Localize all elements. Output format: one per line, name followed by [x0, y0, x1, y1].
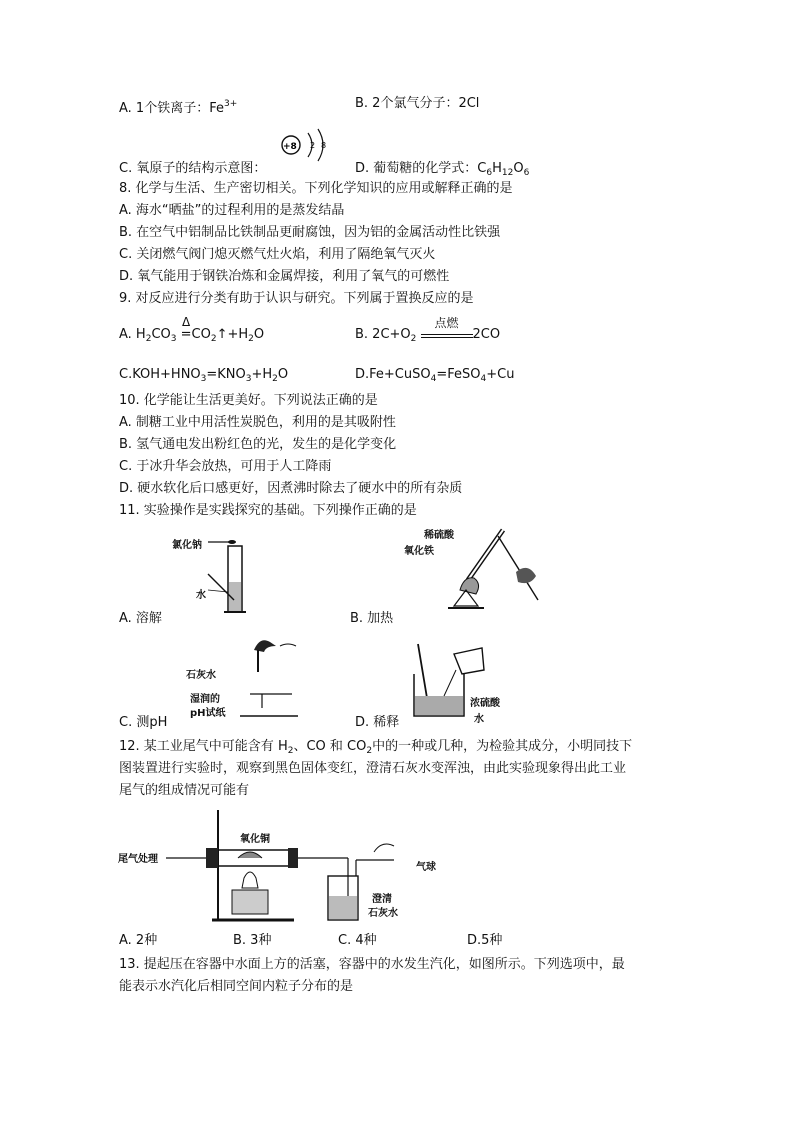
- fig-a-label-nacl: 氯化钠: [172, 540, 202, 551]
- q8-option-a: A. 海水“晒盐”的过程利用的是蒸发结晶: [119, 203, 345, 218]
- q10-option-d: D. 硬水软化后口感更好，因煮沸时除去了硬水中的所有杂质: [119, 481, 463, 496]
- oxygen-atom-diagram: [278, 125, 338, 165]
- atom-nucleus-label: +8: [283, 142, 297, 152]
- q12-line-1: 12. 某工业尾气中可能含有 $H_2$、CO 和 $CO_2$中的一种或几种，为检验其成分，小明同技下: [119, 739, 633, 756]
- fig-gas-apparatus: [118, 806, 448, 930]
- fig-a-label-water: 水: [196, 590, 206, 601]
- fig-heating: [398, 520, 548, 620]
- q11-option-b: B. 加热: [350, 611, 394, 626]
- fig-c-label-moist: 湿润的: [190, 694, 220, 705]
- q12-option-d: D.5种: [467, 933, 503, 948]
- atom-shell2-label: 8: [321, 141, 327, 150]
- fig-c-label-limewater: 石灰水: [186, 670, 216, 681]
- q9-option-d: D.Fe+CuSO$_4$=FeSO$_4$+Cu: [355, 367, 515, 384]
- q13-line-1: 13. 提起压在容器中水面上方的活塞，容器中的水发生汽化，如图所示。下列选项中，最: [119, 957, 625, 972]
- q11-option-a: A. 溶解: [119, 611, 162, 626]
- fig-b-label-oxide: 氧化铁: [404, 546, 434, 557]
- fig-b-label-acid: 稀硫酸: [424, 530, 454, 541]
- q11-option-c: C. 测pH: [119, 715, 168, 730]
- q10-option-b: B. 氢气通电发出粉红色的光，发生的是化学变化: [119, 437, 397, 452]
- q7-option-a: A. 1个铁离子：$Fe^{3+}$: [119, 99, 238, 116]
- q12-option-b: B. 3种: [233, 933, 272, 948]
- fig-12-label-tail-gas: 尾气处理: [118, 854, 158, 865]
- q9-option-a: A. $H_2CO_3$ Δ $=CO_2↑+H_2O$: [119, 315, 265, 344]
- q10-option-c: C. 于冰升华会放热，可用于人工降雨: [119, 459, 332, 474]
- q8-option-c: C. 关闭燃气阀门熄灭燃气灶火焰，利用了隔绝氧气灭火: [119, 247, 436, 262]
- q9-stem: 9. 对反应进行分类有助于认识与研究。下列属于置换反应的是: [119, 291, 474, 306]
- fig-12-label-cuo: 氧化铜: [240, 834, 270, 845]
- fig-d-label-acid: 浓硫酸: [470, 698, 500, 709]
- fig-12-label-clear: 澄清: [372, 894, 392, 905]
- q8-option-d: D. 氧气能用于钢铁冶炼和金属焊接，利用了氧气的可燃性: [119, 269, 450, 284]
- q9-option-b: B. $2C+O_2$ 点燃 2CO: [355, 316, 501, 344]
- fig-d-label-water: 水: [474, 714, 484, 725]
- q10-option-a: A. 制糖工业中用活性炭脱色，利用的是其吸附性: [119, 415, 396, 430]
- q10-stem: 10. 化学能让生活更美好。下列说法正确的是: [119, 393, 378, 408]
- q9-option-c: $C.KOH+HNO_3=KNO_3+H_2O$: [119, 367, 289, 384]
- q8-stem: 8. 化学与生活、生产密切相关。下列化学知识的应用或解释正确的是: [119, 181, 513, 196]
- fig-12-label-balloon: 气球: [416, 862, 436, 873]
- q12-line-3: 尾气的组成情况可能有: [119, 783, 250, 798]
- fig-ph-test: [180, 632, 300, 722]
- q8-option-b: B. 在空气中铝制品比铁制品更耐腐蚀，因为铝的金属活动性比铁强: [119, 225, 501, 240]
- q11-option-d: D. 稀释: [355, 715, 400, 730]
- q7-option-d: D. 葡萄糖的化学式：$C_6H_{12}O_6$: [355, 161, 530, 178]
- q7-option-b: B. 2个氯气分子：2Cl: [355, 96, 480, 111]
- q13-line-2: 能表示水汽化后相同空间内粒子分布的是: [119, 979, 354, 994]
- q12-option-a: A. 2种: [119, 933, 158, 948]
- q12-option-c: C. 4种: [338, 933, 377, 948]
- atom-shell1-label: 2: [310, 141, 316, 150]
- q7-option-c: C. 氧原子的结构示意图：: [119, 161, 267, 176]
- fig-dilute: [408, 640, 518, 725]
- fig-12-label-limewater: 石灰水: [368, 908, 398, 919]
- q12-line-2: 图装置进行实验时，观察到黑色固体变红，澄清石灰水变浑浊，由此实验现象得出此工业: [119, 761, 627, 776]
- fig-c-label-paper: pH试纸: [190, 708, 226, 719]
- fig-dissolve: [168, 528, 258, 618]
- q11-stem: 11. 实验操作是实践探究的基础。下列操作正确的是: [119, 503, 417, 518]
